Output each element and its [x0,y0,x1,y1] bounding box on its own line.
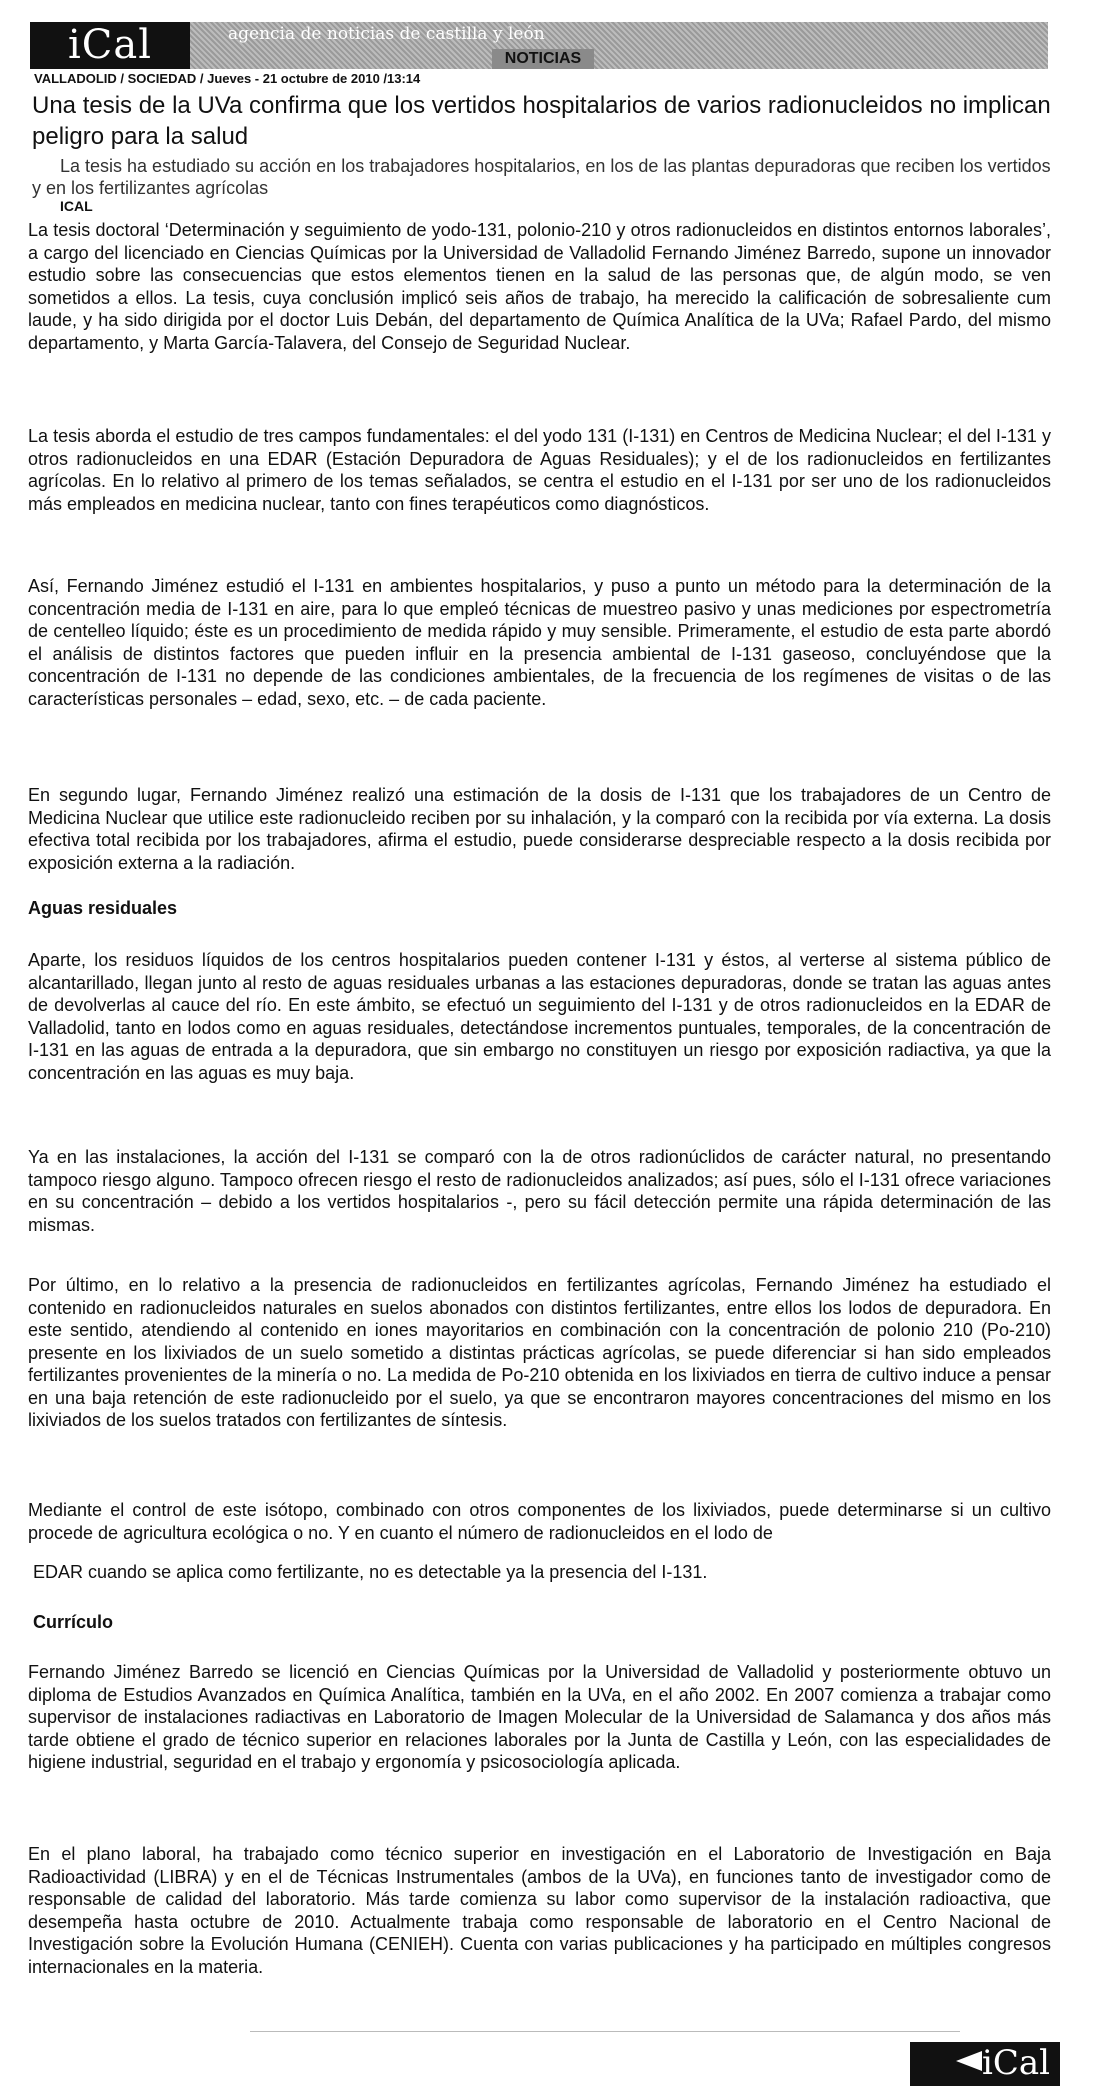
subhead-aguas-residuales: Aguas residuales [28,898,178,918]
paragraph: Por último, en lo relativo a la presencia de radionucleidos en fertilizantes agrícolas, Fernando Jiménez ha estudiado el contenido en radionucleidos naturales en suelos abonados con distintos fertilizantes, entre ellos los lodos de depuradora. En este sentido, atendiendo al contenido en iones mayoritarios en combinación con la concentración de polonio 210 (Po-210) presente en los lixiviados de un suelo sometido a distintas prácticas agrícolas, se puede diferenciar si han sido empleados fertilizantes provenientes de la minería o no. La medida de Po-210 obtenida en los lixiviados en tierra de cultivo induce a pensar en una baja retención de este radionucleido por el suelo, ya que se encontraron mayores concentraciones del mismo en los lixiviados de los suelos tratados con fertilizantes de síntesis. [28,1275,1051,1430]
paragraph: Aparte, los residuos líquidos de los centros hospitalarios pueden contener I-131 y éstos, al verterse al sistema público de alcantarillado, llegan junto al resto de aguas residuales urbanas a las estaciones depuradoras, donde se tratan las aguas antes de devolverlas al cauce del río. En este ámbito, se efectuó un seguimiento del I-131 y de otros radionucleidos en la EDAR de Valladolid, tanto en lodos como en aguas residuales, detectándose incrementos puntuales, temporales, de la concentración de I-131 en las aguas de entrada a la depuradora, que sin embargo no constituyen un riesgo por exposición radiactiva, ya que la concentración en las aguas es muy baja. [28,950,1051,1083]
subhead-curriculo: Currículo [33,1612,114,1632]
arrow-left-icon [956,2051,982,2071]
ical-logo: iCal [30,22,190,69]
byline: ICAL [60,198,93,214]
footer-divider [250,2031,960,2032]
paragraph: Mediante el control de este isótopo, combinado con otros componentes de los lixiviados, puede determinarse si un cultivo procede de agricultura ecológica o no. Y en cuanto el número de radionucleidos en el lodo de [28,1500,1051,1543]
footer-ical-logo: iCal [982,2043,1051,2083]
agency-name: agencia de noticias de castilla y león [228,24,545,44]
paragraph: Así, Fernando Jiménez estudió el I-131 en ambientes hospitalarios, y puso a punto un método para la determinación de la concentración media de I-131 en aire, para lo que empleó técnicas de muestreo pasivo y unas mediciones por espectrometría de centelleo líquido; éste es un procedimiento de medida rápido y muy sensible. Primeramente, el estudio de esta parte abordó el análisis de distintos factores que pueden influir en la presencia ambiental de I-131 gaseoso, concluyéndose que la concentración de I-131 no depende de las condiciones ambientales, de la frecuencia de los regímenes de visitas o de las características personales – edad, sexo, etc. – de cada paciente. [28,576,1051,709]
headline: Una tesis de la UVa confirma que los vertidos hospitalarios de varios radionucleidos no implican peligro para la salud [32,92,1051,150]
paragraph: En el plano laboral, ha trabajado como técnico superior en investigación en el Laboratorio de Investigación en Baja Radioactividad (LIBRA) y en el de Técnicas Instrumentales (ambos de la UVa), en funciones tanto de investigador como de responsable de calidad del laboratorio. Más tarde comienza su labor como supervisor de la instalación radioactiva, que desempeña hasta octubre de 2010. Actualmente trabaja como responsable de laboratorio en el Centro Nacional de Investigación sobre la Evolución Humana (CENIEH). Cuenta con varias publicaciones y ha participado en múltiples congresos internacionales en la materia. [28,1844,1051,1977]
subtitle: La tesis ha estudiado su acción en los trabajadores hospitalarios, en los de las plantas depuradoras que reciben los vertidos y en los fertilizantes agrícolas [32,156,1051,198]
paragraph: En segundo lugar, Fernando Jiménez realizó una estimación de la dosis de I-131 que los trabajadores de un Centro de Medicina Nuclear que utilice este radionucleido reciben por su inhalación, y la comparó con la recibida por vía externa. La dosis efectiva total recibida por los trabajadores, afirma el estudio, puede considerarse despreciable respecto a la dosis recibida por exposición externa a la radiación. [28,785,1051,873]
paragraph: Ya en las instalaciones, la acción del I-131 se comparó con la de otros radionúclidos de carácter natural, no presentando tampoco riesgo alguno. Tampoco ofrecen riesgo el resto de radionucleidos analizados; así pues, sólo el I-131 ofrece variaciones en su concentración – debido a los vertidos hospitalarios -, pero su fácil detección permite una rápida determinación de las mismas. [28,1147,1051,1235]
paragraph: EDAR cuando se aplica como fertilizante, no es detectable ya la presencia del I-131. [33,1562,708,1582]
section-label: NOTICIAS [492,49,594,69]
paragraph: Fernando Jiménez Barredo se licenció en Ciencias Químicas por la Universidad de Valladolid y posteriormente obtuvo un diploma de Estudios Avanzados en Química Analítica, también en la UVa, en el año 2002. En 2007 comienza a trabajar como supervisor de instalaciones radiactivas en Laboratorio de Imagen Molecular de la Universidad de Salamanca y dos años más tarde obtiene el grado de técnico superior en relaciones laborales por la Junta de Castilla y León, con las especialidades de higiene industrial, seguridad en el trabajo y ergonomía y psicosociología aplicada. [28,1662,1051,1772]
dateline: VALLADOLID / SOCIEDAD / Jueves - 21 octubre de 2010 /13:14 [34,71,421,86]
paragraph: La tesis aborda el estudio de tres campos fundamentales: el del yodo 131 (I-131) en Centros de Medicina Nuclear; el del I-131 y otros radionucleidos en una EDAR (Estación Depuradora de Aguas Residuales); y el de los radionucleidos en fertilizantes agrícolas. En lo relativo al primero de los temas señalados, se centra el estudio en el I-131 por ser uno de los radionucleidos más empleados en medicina nuclear, tanto con fines terapéuticos como diagnósticos. [28,426,1051,514]
paragraph: La tesis doctoral ‘Determinación y seguimiento de yodo-131, polonio-210 y otros radionucleidos en distintos entornos laborales’, a cargo del licenciado en Ciencias Químicas por la Universidad de Valladolid Fernando Jiménez Barredo, supone un innovador estudio sobre las consecuencias que estos elementos tienen en la salud de las personas que, de algún modo, se ven sometidos a ellos. La tesis, cuya conclusión implicó seis años de trabajo, ha merecido la calificación de sobresaliente cum laude, y ha sido dirigida por el doctor Luis Debán, del departamento de Química Analítica de la UVa; Rafael Pardo, del mismo departamento, y Marta García-Talavera, del Consejo de Seguridad Nuclear. [28,220,1051,353]
